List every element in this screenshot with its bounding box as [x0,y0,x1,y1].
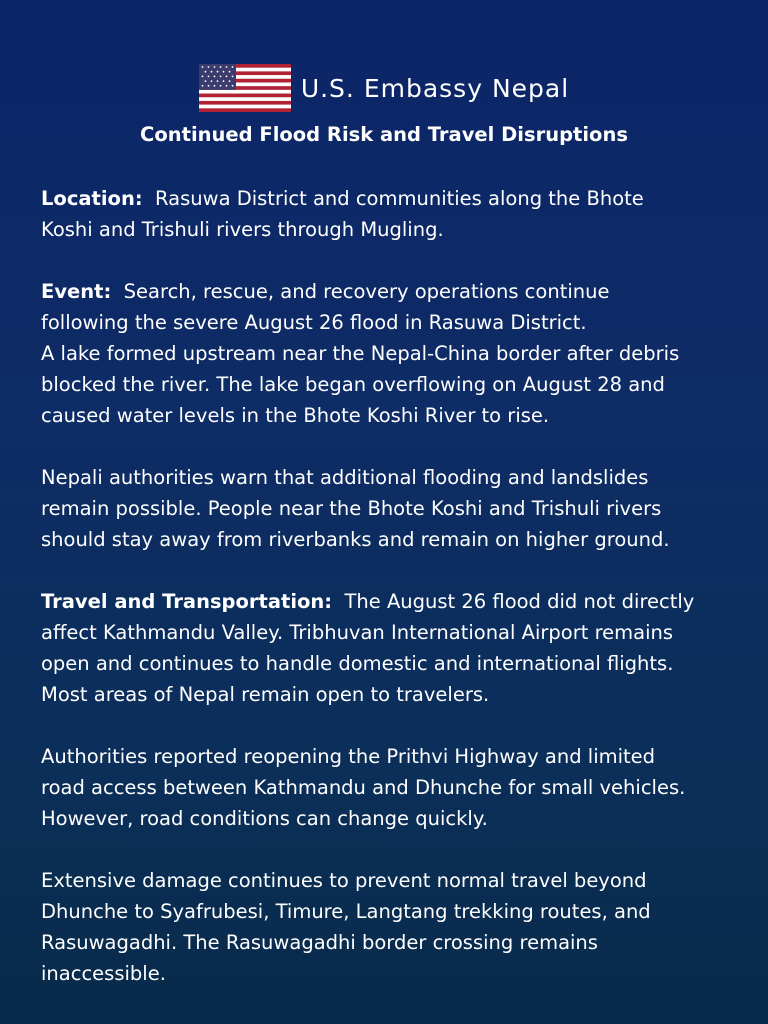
damage-section [41,865,741,989]
travel-label: Travel and Transportation: [41,590,333,613]
event-text-1: Search, rescue, and recovery operations continue [123,280,610,303]
warning-text-1: Nepali authorities warn that additional flooding and landslides [41,466,649,489]
location-text-1: Rasuwa District and communities along the Bhote [155,187,644,210]
event-text-2: following the severe August 26 flood in Rasuwa District. [41,311,587,334]
highway-text-2: road access between Kathmandu and Dhunche for small vehicles. [41,776,686,799]
embassy-name: U.S. Embassy Nepal [300,73,570,103]
damage-text-2: Dhunche to Syafrubesi, Timure, Langtang trekking routes, and [41,900,651,923]
travel-text-2: affect Kathmandu Valley. Tribhuvan International Airport remains [41,621,674,644]
event-text-5: caused water levels in the Bhote Koshi River to rise. [41,404,550,427]
highway-text-3: However, road conditions can change quickly. [41,807,488,830]
event-line-1 [41,276,741,307]
travel-section [41,586,741,710]
header [0,64,768,112]
page-title: Continued Flood Risk and Travel Disruptions [140,123,628,146]
warning-section [41,462,741,555]
event-text-4: blocked the river. The lake began overflowing on August 28 and [41,373,665,396]
damage-text-3: Rasuwagadhi. The Rasuwagadhi border crossing remains [41,931,598,954]
travel-text-4: Most areas of Nepal remain open to travelers. [41,683,490,706]
travel-line-1 [41,586,741,617]
warning-text-2: remain possible. People near the Bhote Koshi and Trishuli rivers [41,497,662,520]
us-flag-icon [199,64,291,112]
warning-text-3: should stay away from riverbanks and remain on higher ground. [41,528,670,551]
damage-text-4: inaccessible. [41,962,166,985]
location-label: Location: [41,187,143,210]
highway-section [41,741,741,834]
travel-text-1: The August 26 flood did not directly [344,590,695,613]
event-label: Event: [41,280,112,303]
event-text-3: A lake formed upstream near the Nepal-China border after debris [41,342,680,365]
travel-text-3: open and continues to handle domestic and international flights. [41,652,674,675]
highway-text-1: Authorities reported reopening the Prithvi Highway and limited [41,745,656,768]
advisory-body [41,183,741,1020]
location-line-1 [41,183,741,214]
location-section [41,183,741,245]
damage-text-1: Extensive damage continues to prevent normal travel beyond [41,869,647,892]
event-section [41,276,741,431]
location-text-2: Koshi and Trishuli rivers through Mugling. [41,218,444,241]
